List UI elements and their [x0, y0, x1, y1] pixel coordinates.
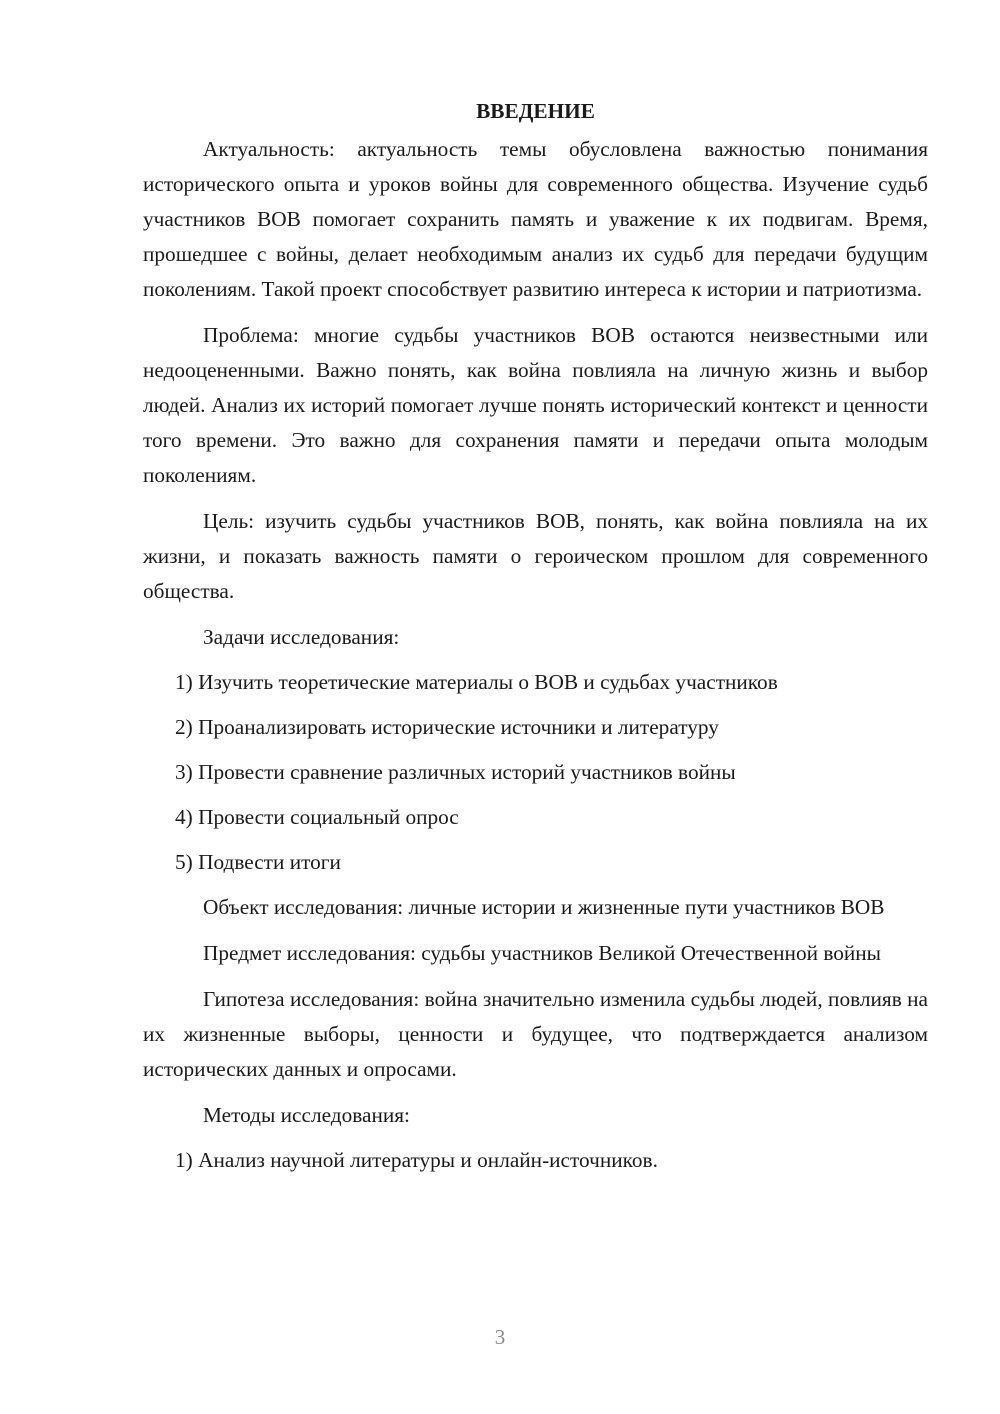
tasks-heading: Задачи исследования: — [203, 625, 400, 649]
hypothesis-paragraph: Гипотеза исследования: война значительно изменила судьбы людей, повлияв на их жизненные выборы, ценности и будущее, что подтверждается анализом исторических данных и опросами. — [143, 987, 928, 1081]
document-page — [143, 94, 928, 1188]
list-item: 1) Анализ научной литературы и онлайн-источников. — [175, 1148, 658, 1172]
page-title: ВВЕДЕНИЕ — [476, 99, 595, 123]
relevance-paragraph: Актуальность: актуальность темы обусловлена важностью понимания исторического опыта и уроков войны для современного общества. Изучение судьб участников ВОВ помогает сохранить память и уважение к их подвигам. Время, прошедшее с войны, делает необходимым анализ их судьб для передачи будущим поколениям. Такой проект способствует развитию интереса к истории и патриотизма. — [143, 137, 928, 301]
problem-paragraph: Проблема: многие судьбы участников ВОВ остаются неизвестными или недооцененными. Важно понять, как война повлияла на личную жизнь и выбор людей. Анализ их историй помогает лучше понять исторический контекст и ценности того времени. Это важно для сохранения памяти и передачи опыта молодым поколениям. — [143, 323, 928, 487]
subject-paragraph: Предмет исследования: судьбы участников Великой Отечественной войны — [203, 941, 881, 965]
page-number: 3 — [494, 1325, 506, 1349]
list-item: 5) Подвести итоги — [175, 850, 341, 874]
list-item: 2) Проанализировать исторические источники и литературу — [175, 715, 719, 739]
list-item: 1) Изучить теоретические материалы о ВОВ и судьбах участников — [175, 670, 778, 694]
methods-heading: Методы исследования: — [203, 1103, 410, 1127]
object-paragraph: Объект исследования: личные истории и жизненные пути участников ВОВ — [203, 895, 885, 919]
list-item: 4) Провести социальный опрос — [175, 805, 459, 829]
goal-paragraph: Цель: изучить судьбы участников ВОВ, понять, как война повлияла на их жизни, и показать важность памяти о героическом прошлом для современного общества. — [143, 509, 928, 603]
list-item: 3) Провести сравнение различных историй участников войны — [175, 760, 736, 784]
